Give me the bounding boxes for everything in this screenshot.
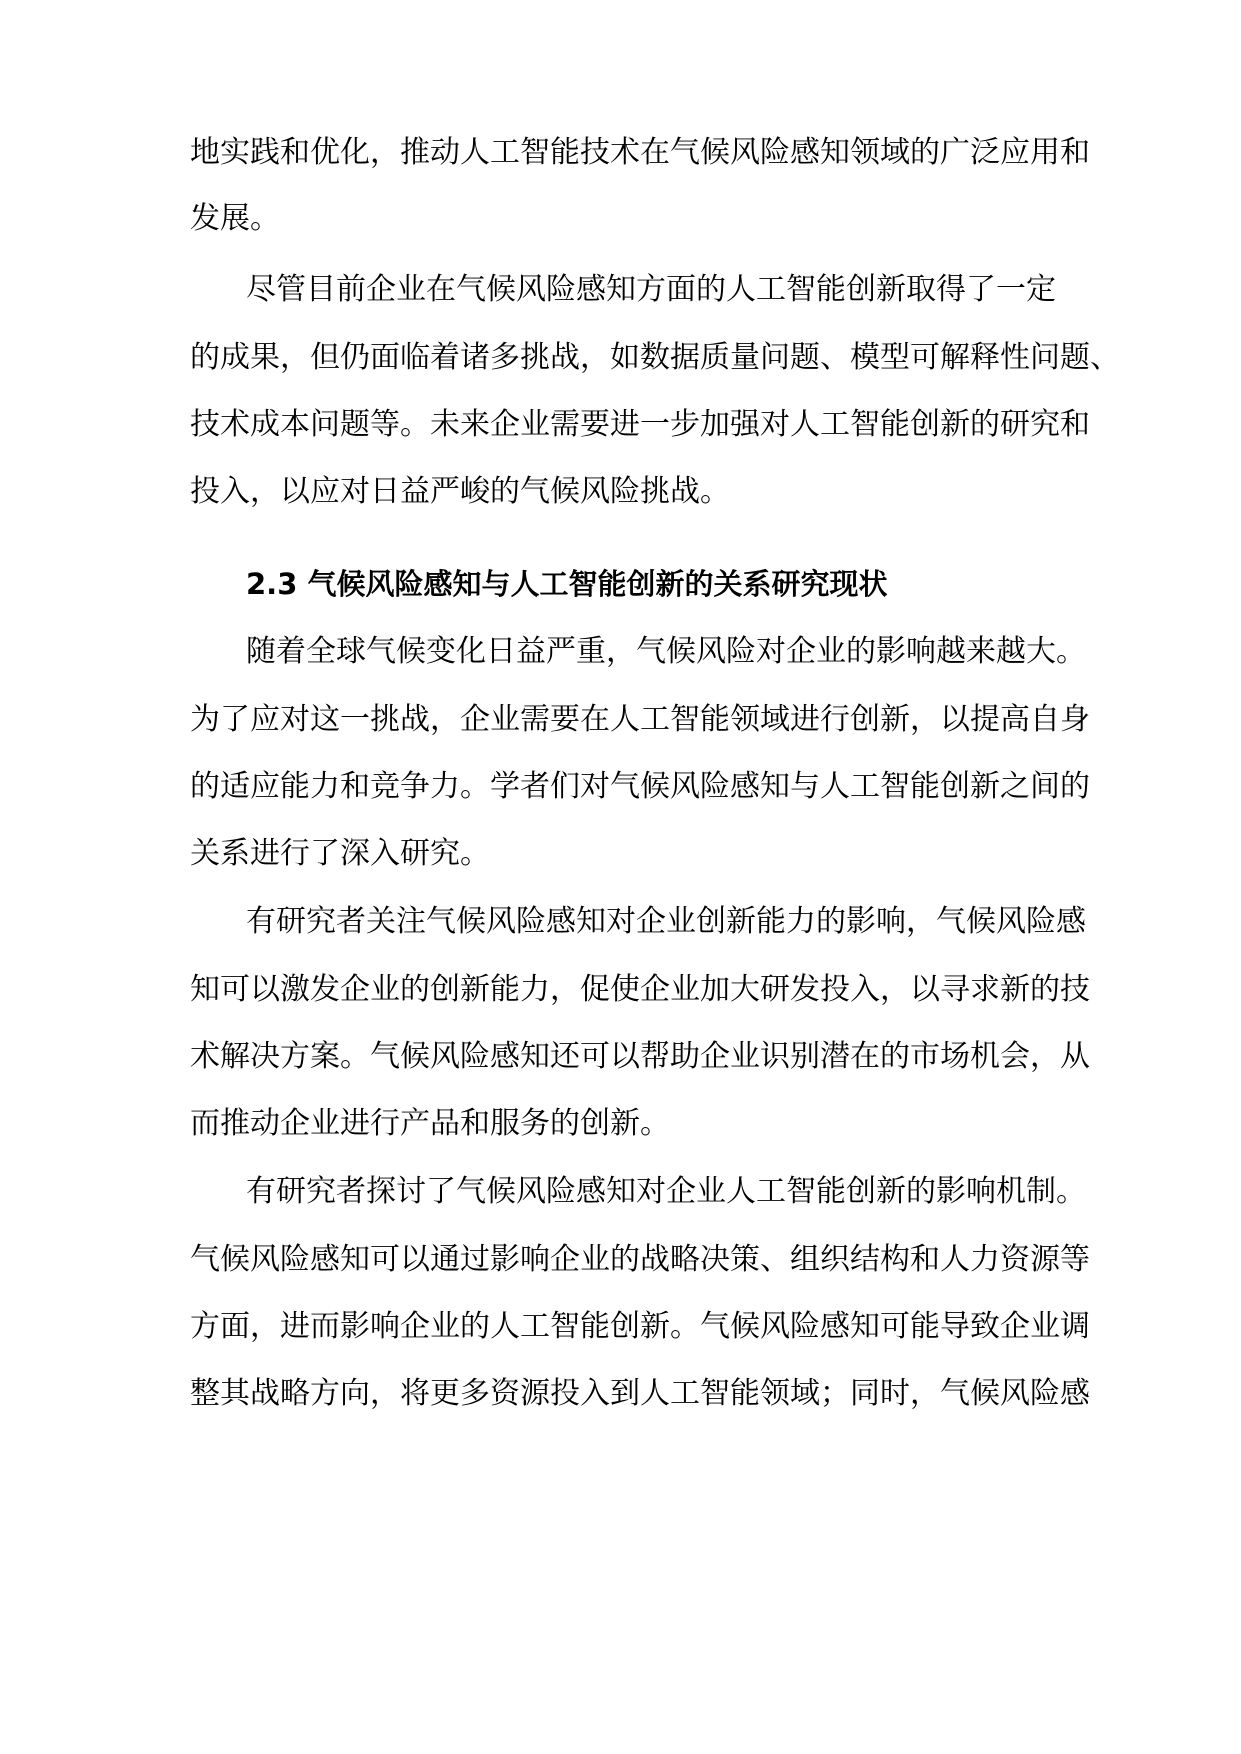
paragraph-line: 技术成本问题等。未来企业需要进一步加强对人工智能创新的研究和 (190, 407, 1090, 442)
paragraph-line: 为了应对这一挑战，企业需要在人工智能领域进行创新，以提高自身 (190, 702, 1090, 737)
paragraph-line: 投入，以应对日益严峻的气候风险挑战。 (190, 474, 730, 509)
paragraph-line: 关系进行了深入研究。 (190, 836, 490, 871)
paragraph-line: 整其战略方向，将更多资源投入到人工智能领域；同时，气候风险感 (190, 1376, 1090, 1411)
paragraph-line: 地实践和优化，推动人工智能技术在气候风险感知领域的广泛应用和 (190, 135, 1090, 170)
paragraph-line: 随着全球气候变化日益严重，气候风险对企业的影响越来越大。 (246, 634, 1086, 669)
paragraph-line: 知可以激发企业的创新能力，促使企业加大研发投入，以寻求新的技 (190, 972, 1090, 1007)
paragraph-line: 气候风险感知可以通过影响企业的战略决策、组织结构和人力资源等 (190, 1242, 1090, 1277)
section-heading: 2.3 气候风险感知与人工智能创新的关系研究现状 (246, 567, 888, 601)
paragraph-line: 尽管目前企业在气候风险感知方面的人工智能创新取得了一定 (246, 272, 1056, 307)
paragraph-line: 有研究者关注气候风险感知对企业创新能力的影响，气候风险感 (246, 904, 1086, 939)
paragraph-line: 方面，进而影响企业的人工智能创新。气候风险感知可能导致企业调 (190, 1309, 1090, 1344)
paragraph-line: 发展。 (190, 201, 280, 236)
paragraph-line: 的适应能力和竞争力。学者们对气候风险感知与人工智能创新之间的 (190, 769, 1090, 804)
paragraph-line: 有研究者探讨了气候风险感知对企业人工智能创新的影响机制。 (246, 1174, 1086, 1209)
paragraph-line: 的成果，但仍面临着诸多挑战，如数据质量问题、模型可解释性问题、 (190, 340, 1120, 375)
paragraph-line: 术解决方案。气候风险感知还可以帮助企业识别潜在的市场机会，从 (190, 1039, 1090, 1074)
paragraph-line: 而推动企业进行产品和服务的创新。 (190, 1106, 670, 1141)
